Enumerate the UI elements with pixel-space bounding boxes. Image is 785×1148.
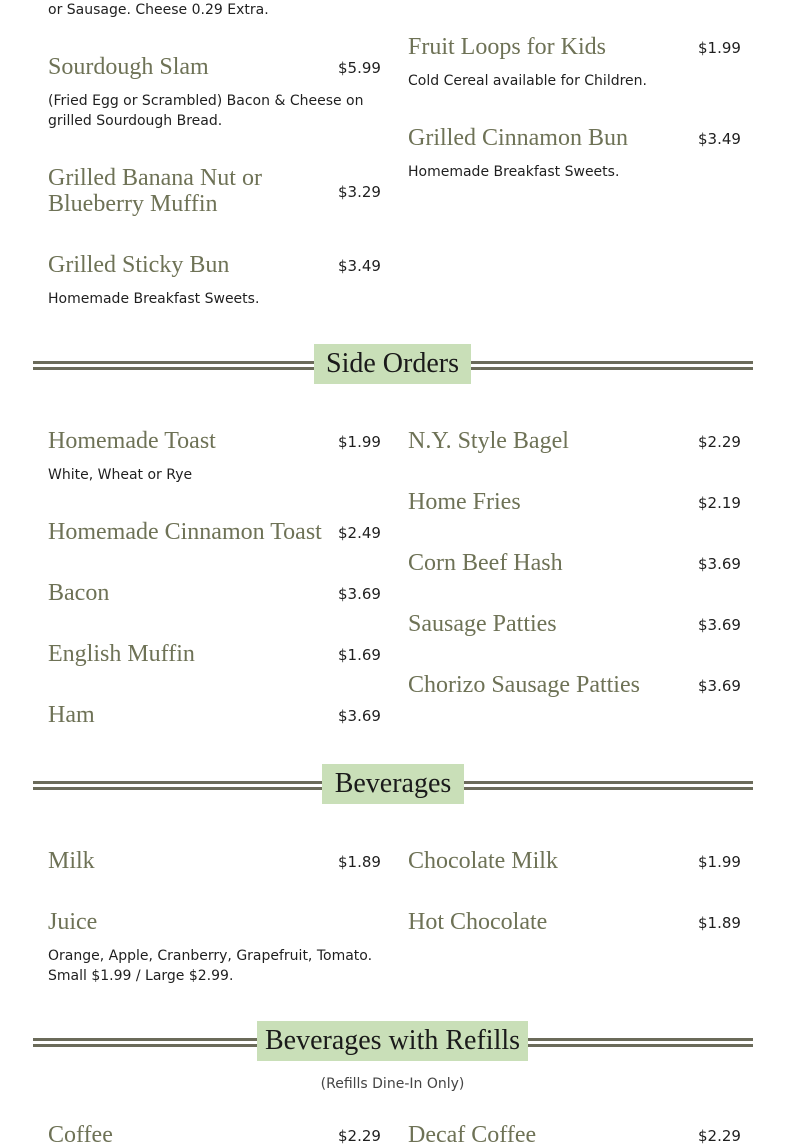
item-price-milk: $1.89 [338,853,381,871]
item-price-sausage-patties: $3.69 [698,616,741,634]
section-header-beverages-refills [0,1021,785,1061]
section-header-side-orders [0,344,785,384]
item-name-grilled-muffin: Grilled Banana Nut or Blueberry Muffin [48,165,262,217]
item-name-hot-chocolate: Hot Chocolate [408,909,548,935]
item-price-coffee: $2.29 [338,1127,381,1145]
item-price-sourdough-slam: $5.99 [338,59,381,77]
item-price-grilled-sticky-bun: $3.49 [338,257,381,275]
item-price-corn-beef-hash: $3.69 [698,555,741,573]
item-name-grilled-sticky-bun: Grilled Sticky Bun [48,252,230,278]
item-name-english-muffin: English Muffin [48,641,195,667]
item-name-coffee: Coffee [48,1122,113,1148]
item-price-ny-bagel: $2.29 [698,433,741,451]
item-description-homemade-toast: White, Wheat or Rye [48,467,193,483]
section-header-beverages [0,764,785,804]
item-name-corn-beef-hash: Corn Beef Hash [408,550,563,576]
item-name-ham: Ham [48,702,95,728]
item-name-juice: Juice [48,909,98,935]
item-name-chorizo-patties: Chorizo Sausage Patties [408,672,640,698]
item-price-homemade-toast: $1.99 [338,433,381,451]
item-description-juice: Orange, Apple, Cranberry, Grapefruit, Tomato. Small $1.99 / Large $2.99. [48,948,373,984]
item-price-ham: $3.69 [338,707,381,725]
item-name-cinnamon-toast: Homemade Cinnamon Toast [48,519,322,545]
item-price-english-muffin: $1.69 [338,646,381,664]
item-name-homemade-toast: Homemade Toast [48,428,216,454]
item-description-sourdough-slam: (Fried Egg or Scrambled) Bacon & Cheese on grilled Sourdough Bread. [48,93,364,129]
item-description-fruit-loops: Cold Cereal available for Children. [408,73,647,89]
item-price-grilled-cinnamon-bun: $3.49 [698,130,741,148]
section-title-beverages: Beverages [322,764,464,804]
item-price-fruit-loops: $1.99 [698,39,741,57]
refills-note: (Refills Dine-In Only) [320,1076,465,1092]
item-price-hot-chocolate: $1.89 [698,914,741,932]
item-price-chorizo-patties: $3.69 [698,677,741,695]
item-price-decaf-coffee: $2.29 [698,1127,741,1145]
item-price-grilled-muffin: $3.29 [338,183,381,201]
item-name-fruit-loops: Fruit Loops for Kids [408,34,606,60]
item-price-home-fries: $2.19 [698,494,741,512]
item-name-home-fries: Home Fries [408,489,521,515]
item-name-milk: Milk [48,848,95,874]
section-title-beverages-refills: Beverages with Refills [257,1021,528,1061]
item-price-chocolate-milk: $1.99 [698,853,741,871]
item-name-bacon: Bacon [48,580,110,606]
item-name-sausage-patties: Sausage Patties [408,611,557,637]
item-description-grilled-sticky-bun: Homemade Breakfast Sweets. [48,291,260,307]
section-title-side-orders: Side Orders [314,344,471,384]
item-description-partial: or Sausage. Cheese 0.29 Extra. [48,2,269,18]
item-price-cinnamon-toast: $2.49 [338,524,381,542]
item-description-grilled-cinnamon-bun: Homemade Breakfast Sweets. [408,164,620,180]
item-name-decaf-coffee: Decaf Coffee [408,1122,537,1148]
item-name-chocolate-milk: Chocolate Milk [408,848,558,874]
item-name-sourdough-slam: Sourdough Slam [48,54,209,80]
item-price-bacon: $3.69 [338,585,381,603]
item-name-grilled-cinnamon-bun: Grilled Cinnamon Bun [408,125,628,151]
item-name-ny-bagel: N.Y. Style Bagel [408,428,569,454]
